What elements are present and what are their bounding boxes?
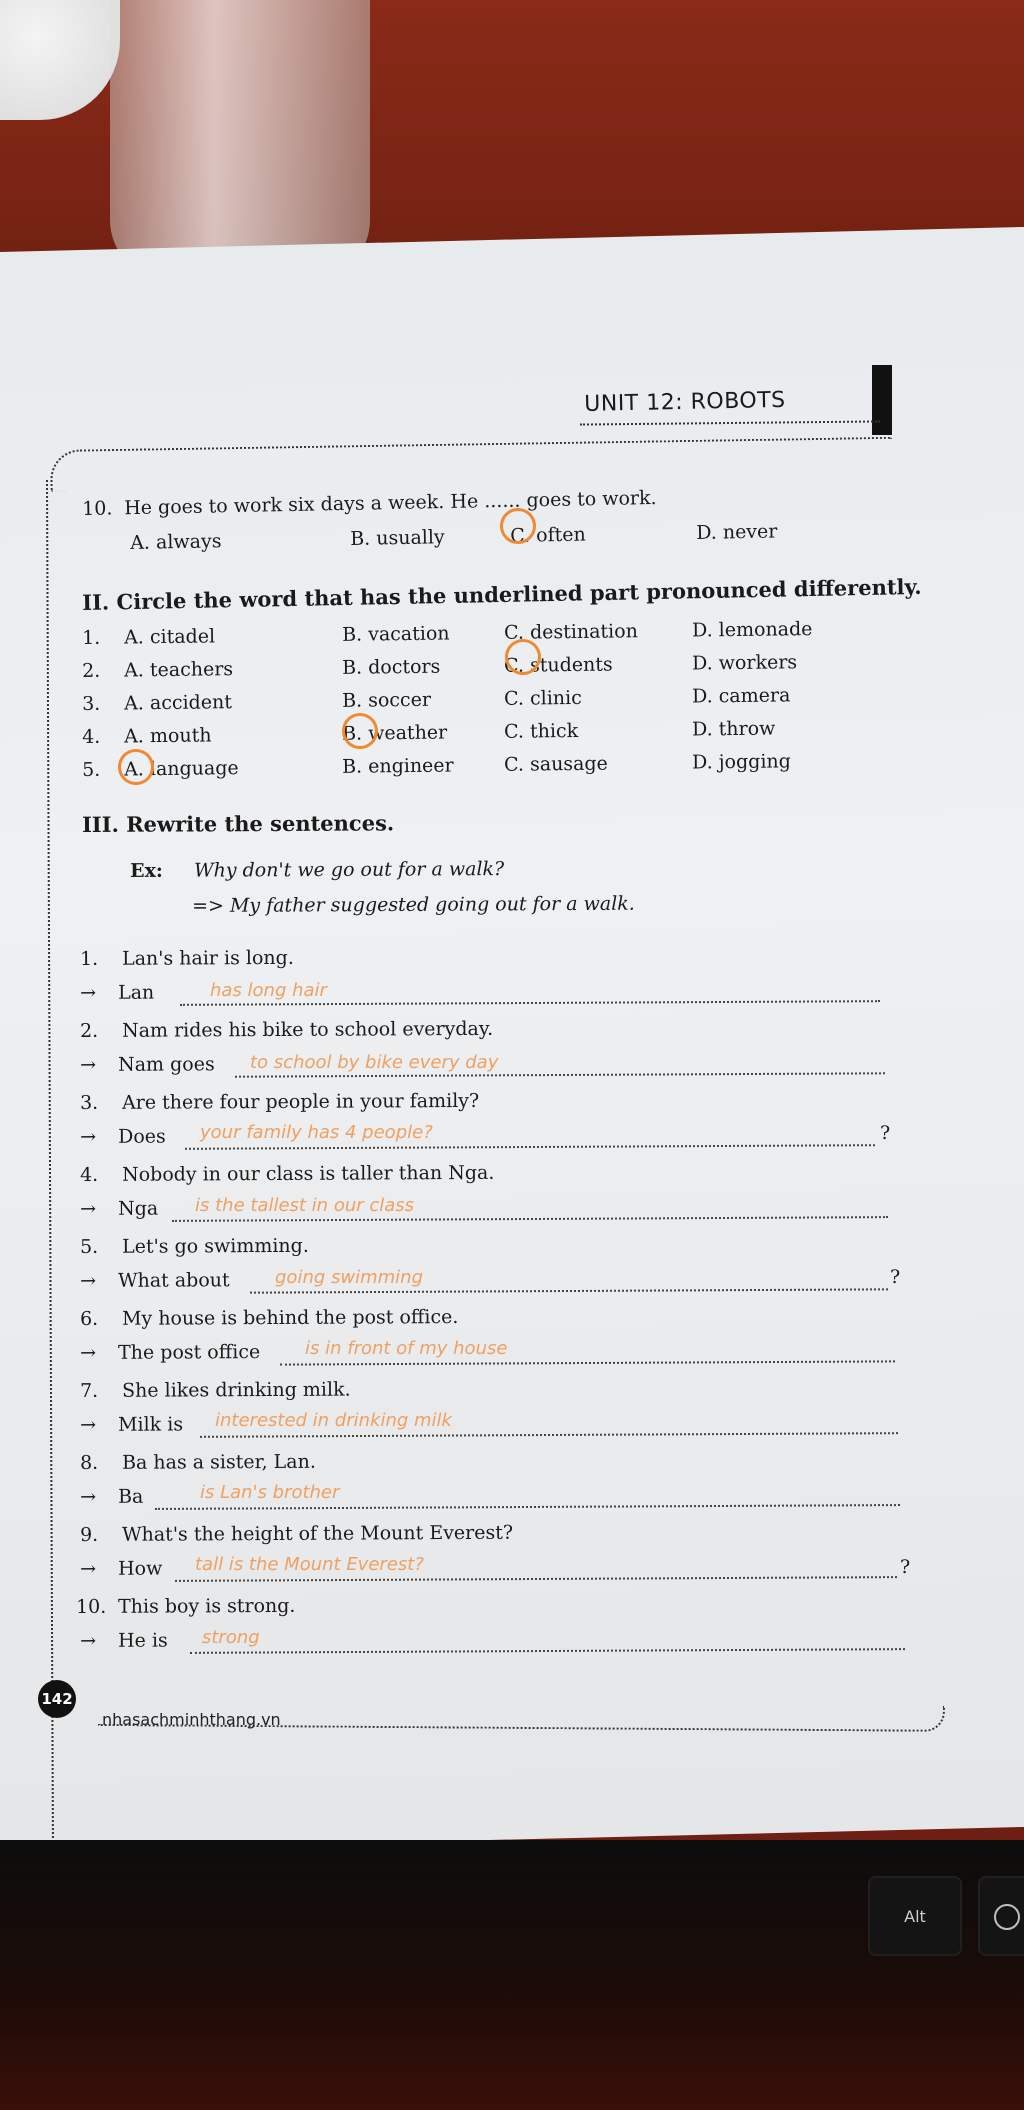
rewrite-item-8-answer: is Lan's brother	[200, 1482, 340, 1503]
rewrite-item-7-line[interactable]	[200, 1432, 898, 1438]
answer-circle	[118, 749, 154, 785]
rewrite-item-4-answer: is the tallest in our class	[195, 1195, 415, 1216]
rewrite-item-1-line[interactable]	[180, 1000, 880, 1006]
rewrite-item-7-sentence: 7. She likes drinking milk.	[80, 1378, 351, 1402]
rewrite-item-3-line[interactable]	[185, 1144, 875, 1150]
q10-option-c[interactable]: C. often	[510, 523, 586, 547]
frame-top-border	[50, 437, 893, 492]
s2-item-4: 4. A. mouth B. weather C. thick D. throw	[82, 717, 776, 748]
rewrite-item-3-answer: your family has 4 people?	[200, 1122, 433, 1143]
rewrite-item-7-answer: interested in drinking milk	[215, 1410, 452, 1431]
rewrite-item-6-answer: is in front of my house	[305, 1338, 508, 1359]
rewrite-item-4-line[interactable]	[172, 1216, 888, 1222]
rewrite-item-10-line[interactable]	[190, 1648, 905, 1654]
rewrite-item-3-end: ?	[880, 1122, 891, 1144]
section2-title: II. Circle the word that has the underlined part pronounced differently.	[82, 573, 922, 615]
q10-option-a[interactable]: A. always	[130, 530, 222, 554]
rewrite-item-10-start: → He is	[80, 1629, 168, 1652]
rewrite-item-10-sentence: 10. This boy is strong.	[76, 1594, 296, 1618]
rewrite-item-9-sentence: 9. What's the height of the Mount Everest?	[80, 1521, 514, 1546]
rewrite-item-9-start: → How	[80, 1557, 163, 1580]
rewrite-item-6-start: → The post office	[80, 1341, 261, 1364]
rewrite-item-1-sentence: 1. Lan's hair is long.	[80, 946, 294, 970]
q10-stem: 10. He goes to work six days a week. He ...... goes to work.	[82, 486, 657, 520]
s2-item-3: 3. A. accident B. soccer C. clinic D. camera	[82, 684, 791, 715]
windows-key-icon	[994, 1904, 1020, 1930]
rewrite-item-9-line[interactable]	[175, 1576, 897, 1582]
rewrite-item-8-sentence: 8. Ba has a sister, Lan.	[80, 1450, 316, 1474]
rewrite-item-5-start: → What about	[80, 1269, 230, 1292]
rewrite-item-2-line[interactable]	[235, 1072, 885, 1077]
rewrite-item-8-line[interactable]	[155, 1504, 900, 1510]
rewrite-item-3-sentence: 3. Are there four people in your family?	[80, 1089, 480, 1114]
worksheet-content	[0, 250, 1024, 1850]
publisher-website: nhasachminhthang.vn	[102, 1710, 281, 1729]
rewrite-item-6-line[interactable]	[280, 1360, 895, 1365]
answer-circle	[342, 713, 378, 749]
rewrite-item-6-sentence: 6. My house is behind the post office.	[80, 1306, 459, 1330]
rewrite-item-1-answer: has long hair	[210, 980, 327, 1001]
rewrite-item-7-start: → Milk is	[80, 1413, 184, 1436]
unit-tab-marker	[872, 365, 892, 435]
rewrite-item-9-end: ?	[900, 1556, 911, 1578]
rewrite-item-9-answer: tall is the Mount Everest?	[195, 1554, 424, 1575]
rewrite-item-10-answer: strong	[202, 1627, 260, 1648]
s2-item-1: 1. A. citadel B. vacation C. destination D. lemonade	[82, 618, 813, 649]
section3-title: III. Rewrite the sentences.	[82, 810, 395, 837]
q10-option-d[interactable]: D. never	[696, 520, 778, 544]
rewrite-item-2-answer: to school by bike every day	[250, 1052, 499, 1073]
page-number-badge: 142	[38, 1680, 76, 1718]
rewrite-item-5-line[interactable]	[250, 1288, 888, 1293]
rewrite-item-4-start: → Nga	[80, 1197, 159, 1220]
unit-title-rule	[580, 420, 880, 425]
rewrite-item-5-answer: going swimming	[275, 1267, 423, 1288]
rewrite-item-5-sentence: 5. Let's go swimming.	[80, 1234, 309, 1258]
rewrite-item-5-end: ?	[890, 1266, 901, 1288]
glass-cup	[110, 0, 370, 280]
example-question: Ex: Why don't we go out for a walk?	[130, 858, 505, 882]
rewrite-item-3-start: → Does	[80, 1125, 166, 1148]
answer-circle	[500, 508, 536, 544]
example-answer: => My father suggested going out for a walk.	[192, 892, 635, 917]
s2-item-5: 5. A. language B. engineer C. sausage D. jogging	[82, 750, 791, 781]
answer-circle	[505, 639, 541, 675]
rewrite-item-1-start: → Lan	[80, 981, 155, 1004]
alt-key[interactable]: Alt	[870, 1878, 960, 1954]
rewrite-item-8-start: → Ba	[80, 1485, 144, 1508]
windows-key[interactable]	[980, 1878, 1024, 1954]
s2-item-2: 2. A. teachers B. doctors C. students D. workers	[82, 651, 798, 682]
rewrite-item-4-sentence: 4. Nobody in our class is taller than Nga.	[80, 1161, 495, 1186]
q10-option-b[interactable]: B. usually	[350, 526, 445, 550]
unit-title: UNIT 12: ROBOTS	[584, 387, 786, 417]
rewrite-item-2-sentence: 2. Nam rides his bike to school everyday.	[80, 1017, 494, 1042]
rewrite-item-2-start: → Nam goes	[80, 1053, 215, 1076]
